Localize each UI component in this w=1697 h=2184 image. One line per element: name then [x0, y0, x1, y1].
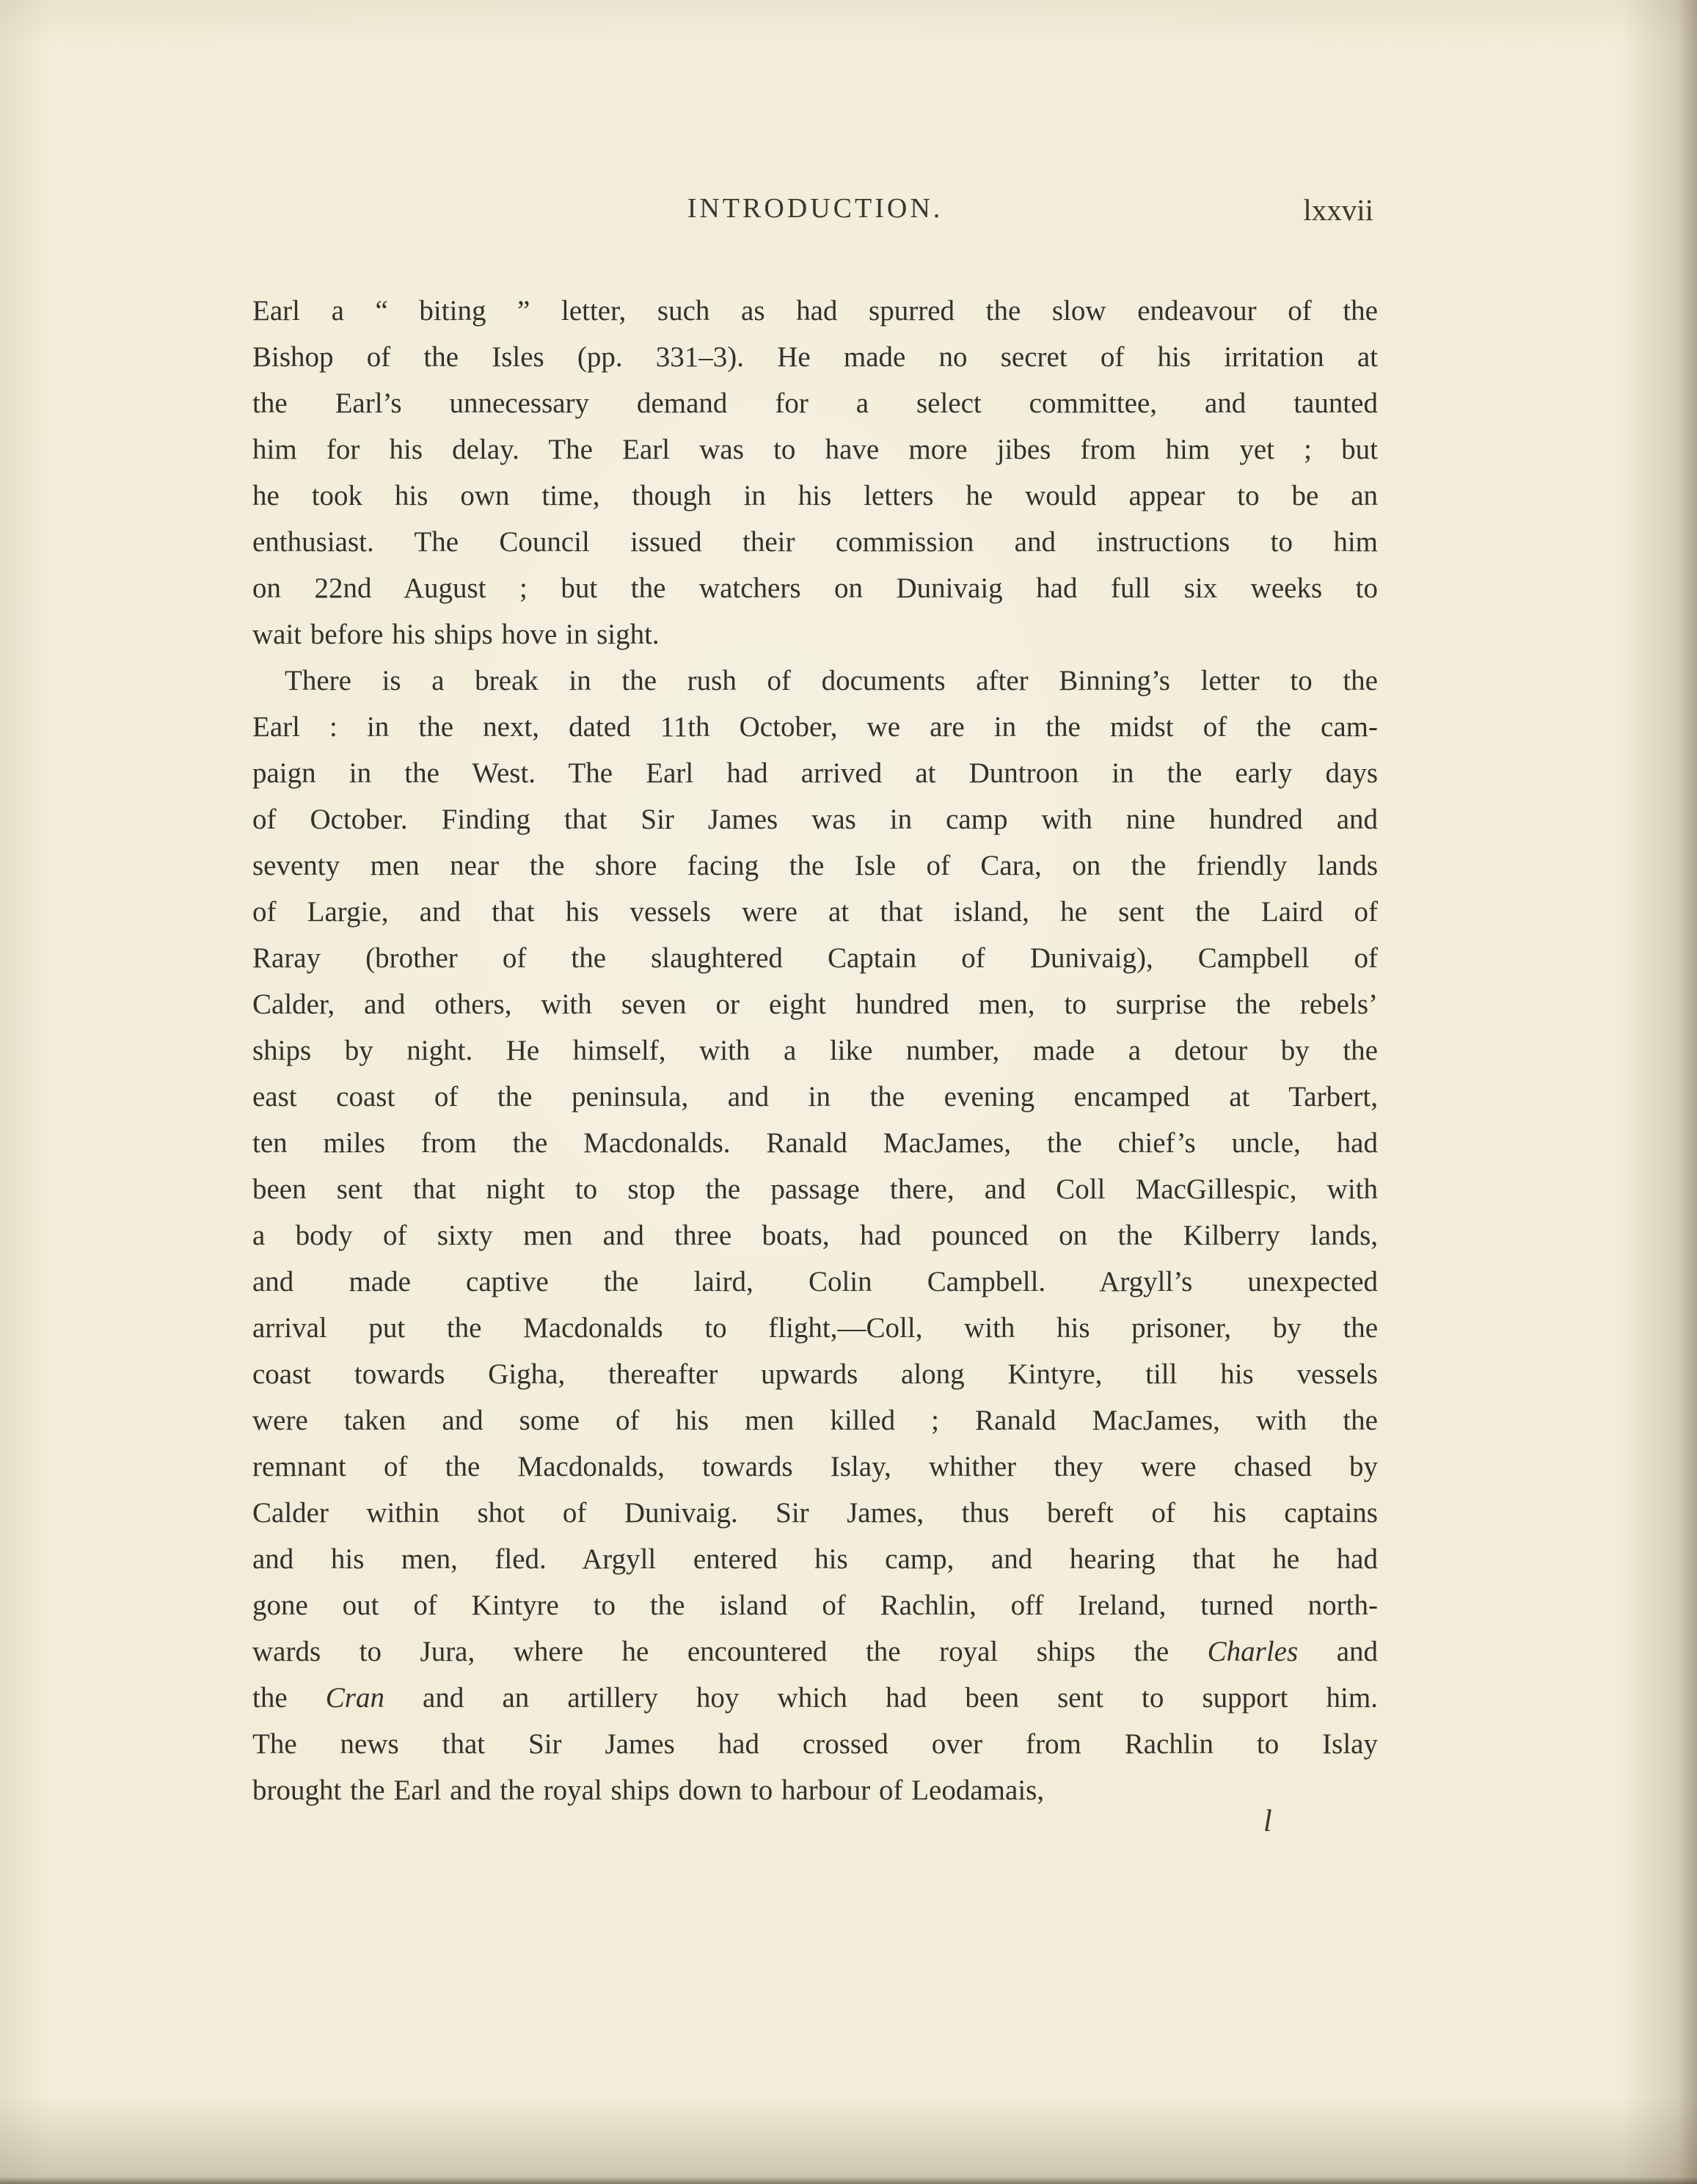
text-segment: wait before his ships hove in sight. [252, 619, 660, 650]
text-segment: and an artillery hoy which had been sent to support him. [384, 1682, 1378, 1714]
text-line [252, 981, 1378, 1027]
text-line [252, 750, 1378, 796]
text-line [252, 1120, 1378, 1166]
text-segment: ships by night. He himself, with a like number, made a detour by the [252, 1035, 1378, 1066]
text-line [252, 565, 1378, 611]
text-segment: remnant of the Macdonalds, towards Islay, whither they were chased by [252, 1451, 1378, 1482]
text-segment: enthusiast. The Council issued their commission and instructions to him [252, 526, 1378, 558]
text-line [252, 1166, 1378, 1212]
text-segment: Earl a “ biting ” letter, such as had spurred the slow endeavour of the [252, 295, 1378, 327]
text-segment: Bishop of the Isles (pp. 331–3). He made no secret of his irritation at [252, 341, 1378, 373]
text-line [252, 380, 1378, 426]
text-segment: the Earl’s unnecessary demand for a select committee, and taunted [252, 387, 1378, 419]
text-line [252, 1074, 1378, 1120]
text-segment: east coast of the peninsula, and in the evening encamped at Tarbert, [252, 1081, 1378, 1113]
text-segment: coast towards Gigha, thereafter upwards along Kintyre, till his vessels [252, 1358, 1378, 1390]
text-line [252, 1305, 1378, 1351]
text-segment: and made captive the laird, Colin Campbell. Argyll’s unexpected [252, 1266, 1378, 1297]
text-line [252, 1536, 1378, 1582]
text-line [252, 519, 1378, 565]
page-header [252, 192, 1378, 236]
text-line [252, 796, 1378, 842]
text-line [252, 611, 1378, 658]
text-segment: gone out of Kintyre to the island of Rachlin, off Ireland, turned north- [252, 1590, 1378, 1621]
text-line [252, 288, 1378, 334]
text-segment: Calder within shot of Dunivaig. Sir James, thus bereft of his captains [252, 1497, 1378, 1529]
text-segment: and his men, fled. Argyll entered his camp, and hearing that he had [252, 1543, 1378, 1575]
scan-shadow-right [1678, 0, 1697, 2184]
paragraph [252, 288, 1378, 658]
text-line [252, 1767, 1378, 1813]
text-segment: been sent that night to stop the passage there, and Coll MacGillespic, with [252, 1173, 1378, 1205]
text-segment: Earl : in the next, dated 11th October, we are in the midst of the cam- [252, 711, 1378, 743]
text-segment: of October. Finding that Sir James was in camp with nine hundred and [252, 804, 1378, 835]
text-line [252, 889, 1378, 935]
page-number: lxxvii [1303, 193, 1373, 227]
page-title: INTRODUCTION. [687, 193, 944, 224]
text-line [252, 935, 1378, 981]
text-segment: the [252, 1682, 326, 1714]
text-segment: him for his delay. The Earl was to have more jibes from him yet ; but [252, 434, 1378, 465]
text-line [252, 1397, 1378, 1444]
italic-text: Charles [1207, 1636, 1299, 1667]
text-segment: arrival put the Macdonalds to flight,—Coll, with his prisoner, by the [252, 1312, 1378, 1344]
text-segment: he took his own time, though in his letters he would appear to be an [252, 480, 1378, 512]
text-line [252, 1490, 1378, 1536]
text-line [252, 842, 1378, 889]
text-line [252, 1027, 1378, 1074]
text-segment: a body of sixty men and three boats, had pounced on the Kilberry lands, [252, 1220, 1378, 1251]
text-segment: Raray (brother of the slaughtered Captain of Dunivaig), Campbell of [252, 942, 1378, 974]
text-line [252, 1582, 1378, 1628]
text-segment: on 22nd August ; but the watchers on Dunivaig had full six weeks to [252, 572, 1378, 604]
text-line [252, 473, 1378, 519]
text-segment: and [1298, 1636, 1379, 1667]
text-line [252, 1259, 1378, 1305]
text-line [252, 1721, 1378, 1767]
text-line [252, 426, 1378, 473]
text-line [252, 1675, 1378, 1721]
text-segment: There is a break in the rush of documents after Binning’s letter to the [285, 665, 1378, 696]
text-segment: were taken and some of his men killed ; Ranald MacJames, with the [252, 1405, 1378, 1436]
text-line [252, 1351, 1378, 1397]
text-line [252, 334, 1378, 380]
text-line [252, 1628, 1378, 1675]
text-line [252, 1212, 1378, 1259]
text-segment: The news that Sir James had crossed over from Rachlin to Islay [252, 1728, 1378, 1760]
text-segment: paign in the West. The Earl had arrived at Duntroon in the early days [252, 757, 1378, 789]
page-text [252, 288, 1378, 1813]
scan-shadow-bottom [0, 2177, 1697, 2184]
text-segment: wards to Jura, where he encountered the royal ships the [252, 1636, 1208, 1667]
text-line [252, 704, 1378, 750]
text-segment: of Largie, and that his vessels were at that island, he sent the Laird of [252, 896, 1378, 928]
signature-mark: l [1263, 1805, 1272, 1838]
text-segment: brought the Earl and the royal ships down to harbour of Leodamais, [252, 1774, 1045, 1806]
text-segment: Calder, and others, with seven or eight hundred men, to surprise the rebels’ [252, 989, 1378, 1020]
text-segment: ten miles from the Macdonalds. Ranald MacJames, the chief’s uncle, had [252, 1127, 1378, 1159]
text-segment: seventy men near the shore facing the Isle of Cara, on the friendly lands [252, 850, 1378, 881]
text-line [252, 658, 1378, 704]
italic-text: Cran [325, 1682, 384, 1714]
paragraph [252, 658, 1378, 1813]
text-line [252, 1444, 1378, 1490]
